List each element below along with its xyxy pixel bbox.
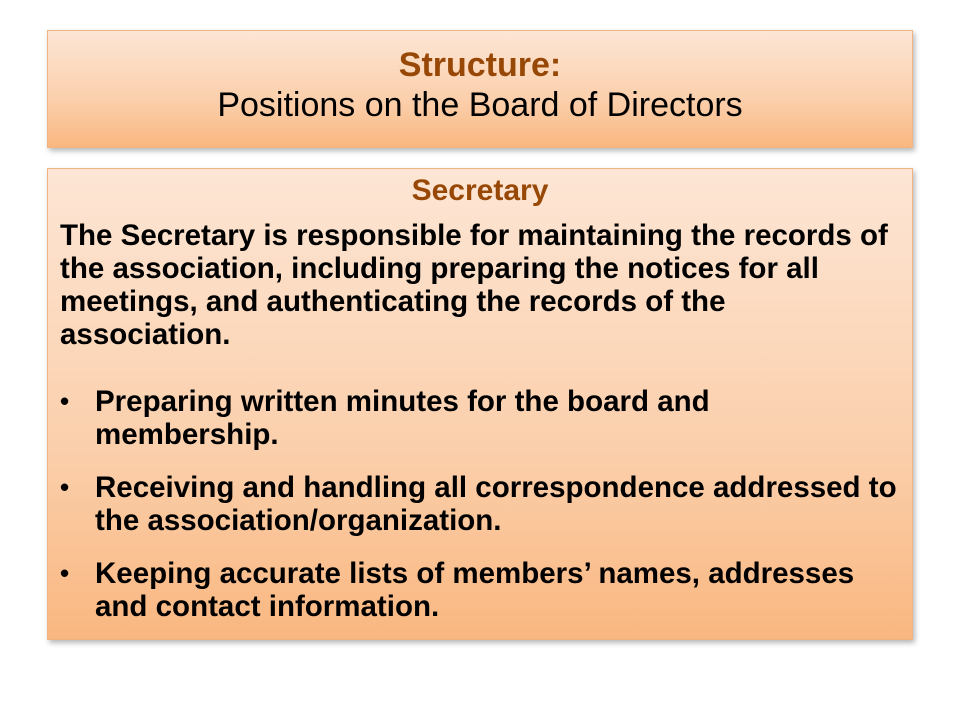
section-heading: Secretary xyxy=(411,174,549,207)
bullet-item xyxy=(60,385,898,451)
intro-paragraph: The Secretary is responsible for maintaining the records of the association, including preparing the notices for all meetings, and authenticating the records of the association. xyxy=(60,219,888,351)
bullet-text: Receiving and handling all correspondence addressed to the association/organization. xyxy=(95,471,897,537)
slide-title: Structure: xyxy=(398,46,562,84)
bullet-dot-icon: • xyxy=(60,558,70,588)
bullet-item xyxy=(60,557,898,623)
bullet-dot-icon: • xyxy=(60,472,70,502)
content-box xyxy=(47,168,913,640)
bullet-text: Keeping accurate lists of members’ names, addresses and contact information. xyxy=(95,557,855,623)
title-box xyxy=(47,30,913,148)
bullet-text: Preparing written minutes for the board and membership. xyxy=(95,385,710,451)
slide-subtitle: Positions on the Board of Directors xyxy=(217,86,743,124)
bullet-item xyxy=(60,471,898,537)
bullet-dot-icon: • xyxy=(60,386,70,416)
bullet-list xyxy=(60,385,898,643)
